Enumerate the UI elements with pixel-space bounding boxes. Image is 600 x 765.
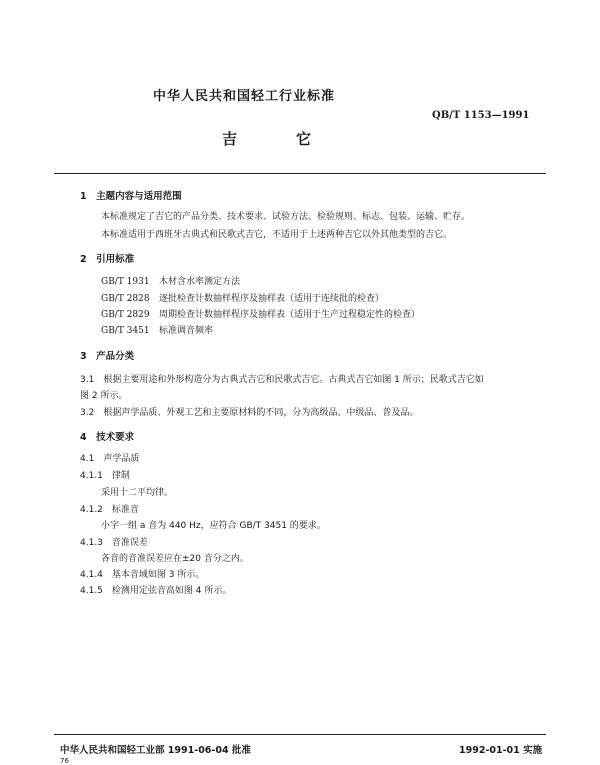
document-title: 吉 它 [222,130,334,148]
section-3-heading: 3 产品分类 [80,351,135,362]
reference-title: 逐批检查计数抽样程序及抽样表（适用于连续批的检查） [159,294,385,304]
reference-code: GB/T 3451 [101,326,150,336]
clause-3-1-line-2: 图 2 所示。 [80,391,128,401]
clause-4-1-1: 4.1.1 律制 [80,471,130,481]
reference-code: GB/T 2829 [101,310,150,320]
reference-code: GB/T 2828 [101,294,150,304]
section-1-heading: 1 主题内容与适用范围 [80,191,182,202]
clause-3-2: 3.2 根据声学品质、外观工艺和主要原材料的不同，分为高级品、中级品、普及品。 [80,408,419,418]
clause-4-1: 4.1 声学品质 [80,454,140,464]
page-number: 76 [60,757,69,765]
reference-item [101,323,213,336]
reference-title: 木材含水率测定方法 [159,277,241,287]
clause-4-1-2-text: 小字一组 a 音为 440 Hz，应符合 GB/T 3451 的要求。 [101,521,326,531]
reference-code: GB/T 1931 [101,277,150,287]
header-divider [54,173,546,174]
approval-line: 中华人民共和国轻工业部 1991-06-04 批准 [60,745,251,756]
section-4-heading: 4 技术要求 [80,432,135,443]
clause-4-1-3-text: 各音的音准误差应在±20 音分之内。 [101,554,249,564]
clause-3-1-line-1: 3.1 根据主要用途和外形构造分为古典式吉它和民歌式吉它。古典式吉它如图 1 所示；民歌式吉它如 [80,375,484,385]
section-1-paragraph-1: 本标准规定了吉它的产品分类、技术要求、试验方法、检验规则、标志、包装、运输、贮存。 [101,212,471,222]
clause-4-1-2: 4.1.2 标准音 [80,505,139,515]
clause-4-1-1-text: 采用十二平均律。 [101,488,174,498]
reference-item [101,307,420,320]
footer-divider [54,734,546,735]
section-2-heading: 2 引用标准 [80,254,135,265]
clause-4-1-5: 4.1.5 检测用定弦音高如图 4 所示。 [80,586,232,596]
reference-title: 周期检查计数抽样程序及抽样表（适用于生产过程稳定性的检查） [159,310,421,320]
implementation-date: 1992-01-01 实施 [459,745,543,756]
clause-4-1-3: 4.1.3 音准误差 [80,538,148,548]
section-1-paragraph-2: 本标准适用于西班牙古典式和民歌式吉它，不适用于上述两种吉它以外其他类型的吉它。 [101,230,453,240]
reference-item [101,274,240,287]
issuing-organization: 中华人民共和国轻工行业标准 [153,89,336,104]
reference-title: 标准调音频率 [159,326,214,336]
standard-code: QB/T 1153—1991 [432,110,530,121]
reference-item [101,291,384,304]
clause-4-1-4: 4.1.4 基本音域如图 3 所示。 [80,570,205,580]
